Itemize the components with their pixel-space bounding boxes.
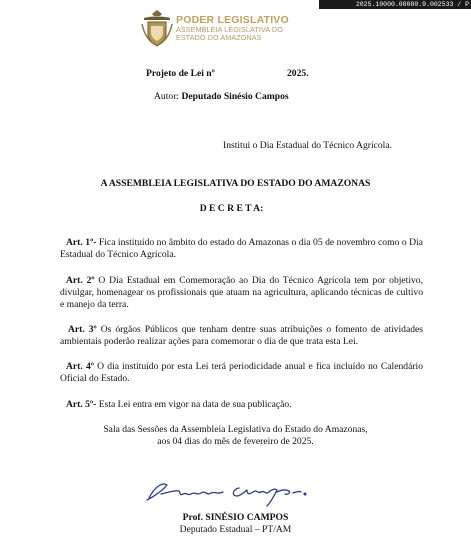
- signer-role: Deputado Estadual – PT/AM: [179, 524, 292, 535]
- article-3-number: Art. 3º: [68, 324, 97, 335]
- closing-line-1: Sala das Sessões da Assembleia Legislativa do Estado do Amazonas,: [103, 424, 368, 435]
- article-5-text: Esta Lei entra em vigor na data de sua publicação.: [96, 399, 292, 410]
- article-3-text: Os órgãos Públicos que tenham dentre suas atribuições o fomento de atividades ambientais poderão realizar ações para comemorar o dia de que trata esta Lei.: [60, 324, 423, 347]
- article-1: [60, 237, 423, 261]
- document-stamp: 2025.10000.00000.9.002533 / P: [319, 0, 471, 9]
- article-4-number: Art. 4º: [66, 361, 94, 372]
- article-5-number: Art. 5º-: [66, 399, 97, 410]
- bill-year: 2025.: [287, 68, 309, 79]
- assembly-heading: A ASSEMBLEIA LEGISLATIVA DO ESTADO DO AMAZONAS: [100, 178, 371, 189]
- signer-name: Prof. SINÉSIO CAMPOS: [182, 512, 289, 523]
- author-label: Autor:: [154, 91, 180, 102]
- article-4-text: O dia instituído por esta Lei terá periodicidade anual e fica incluído no Calendário Oficial do Estado.: [60, 361, 423, 384]
- article-3: [60, 324, 423, 348]
- author-name: Deputado Sinésio Campos: [181, 91, 289, 102]
- article-1-number: Art. 1º-: [66, 237, 97, 248]
- author-line: [154, 91, 289, 103]
- bill-number-label: Projeto de Lei nº: [146, 68, 215, 79]
- letterhead-line-1: ASSEMBLEIA LEGISLATIVA DO: [176, 25, 283, 34]
- letterhead: [140, 8, 289, 48]
- article-5: [60, 399, 423, 411]
- article-2: [60, 275, 423, 311]
- letterhead-line-2: ESTADO DO AMAZONAS: [176, 33, 262, 42]
- decreta-heading: D E C R E T A:: [199, 203, 264, 214]
- letterhead-title: PODER LEGISLATIVO: [176, 14, 289, 26]
- state-coat-of-arms-icon: [140, 8, 174, 48]
- article-2-number: Art. 2º: [66, 275, 95, 286]
- article-4: [60, 361, 423, 385]
- handwritten-signature: [143, 476, 318, 508]
- article-1-text: Fica instituído no âmbito do estado do Amazonas o dia 05 de novembro como o Dia Estadual do Técnico Agrícola.: [60, 237, 423, 260]
- closing-line-2: aos 04 dias do mês de fevereiro de 2025.: [157, 436, 314, 447]
- bill-ementa: Institui o Dia Estadual do Técnico Agrícola.: [223, 140, 393, 151]
- article-2-text: O Dia Estadual em Comemoração ao Dia do Técnico Agrícola tem por objetivo, divulgar, homenagear os profissionais que atuam na agricultura, aplicando técnicas de cultivo e manejo da terra.: [60, 275, 423, 310]
